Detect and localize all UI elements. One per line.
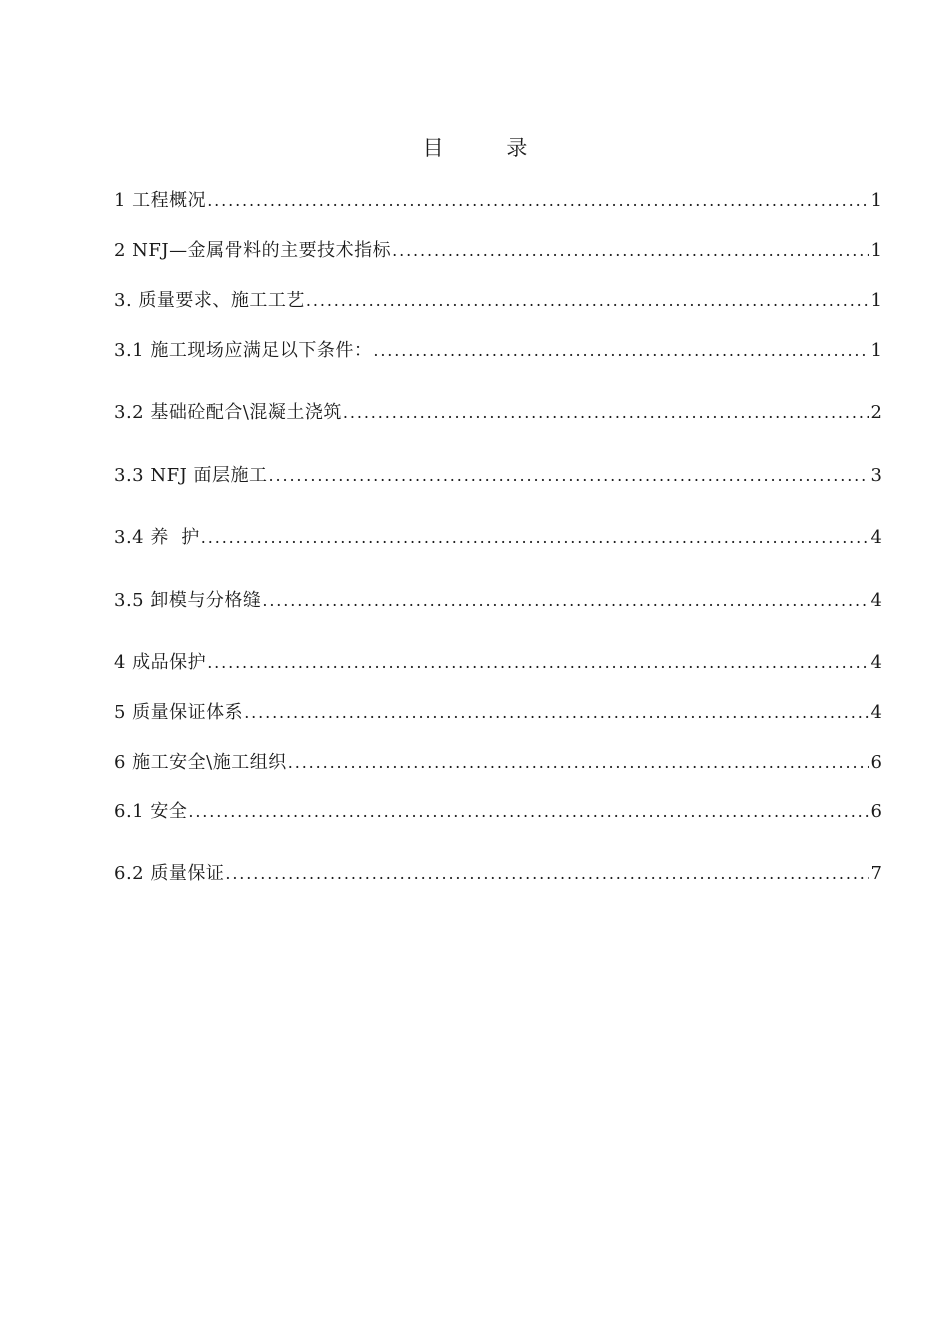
toc-entry-3-5[interactable] xyxy=(114,584,882,614)
toc-entry-page: 1 xyxy=(870,340,882,361)
toc-entry-label: 1 工程概况 xyxy=(114,190,207,211)
toc-dot-leader xyxy=(188,799,868,825)
toc-dot-leader xyxy=(306,288,869,314)
toc-dot-leader xyxy=(288,750,869,776)
toc-entry-3-4[interactable] xyxy=(114,521,882,551)
toc-dot-leader xyxy=(269,463,869,489)
toc-entry-page: 1 xyxy=(870,190,882,211)
toc-dot-leader xyxy=(262,588,868,614)
toc-entry-3-1[interactable] xyxy=(114,334,882,364)
toc-entry-label: 3.4 养 护 xyxy=(114,527,200,548)
toc-dot-leader xyxy=(207,650,868,676)
toc-entry-2[interactable] xyxy=(114,234,882,264)
toc-entry-label: 6.2 质量保证 xyxy=(114,863,225,884)
toc-entry-label: 5 质量保证体系 xyxy=(114,702,244,723)
toc-entry-3[interactable] xyxy=(114,284,882,314)
toc-dot-leader xyxy=(392,238,868,264)
toc-entry-label: 6.1 安全 xyxy=(114,801,188,822)
toc-entry-page: 1 xyxy=(870,240,882,261)
toc-entry-6[interactable] xyxy=(114,746,882,776)
toc-entry-4[interactable] xyxy=(114,646,882,676)
toc-entry-page: 4 xyxy=(870,702,882,723)
toc-dot-leader xyxy=(207,188,868,214)
toc-dot-leader xyxy=(244,700,868,726)
toc-entry-label: 4 成品保护 xyxy=(114,652,207,673)
toc-entry-label: 3.5 卸模与分格缝 xyxy=(114,590,262,611)
toc-entry-label: 3. 质量要求、施工工艺 xyxy=(114,290,305,311)
toc-entry-label: 3.1 施工现场应满足以下条件： xyxy=(114,340,373,361)
toc-title: 目 录 xyxy=(422,136,556,160)
toc-entry-page: 6 xyxy=(870,752,882,773)
toc-entry-6-2[interactable] xyxy=(114,857,882,887)
toc-entry-5[interactable] xyxy=(114,696,882,726)
toc-dot-leader xyxy=(201,525,869,551)
toc-entry-page: 4 xyxy=(870,527,882,548)
toc-entry-page: 4 xyxy=(870,652,882,673)
toc-entry-page: 6 xyxy=(870,801,882,822)
toc-entry-label: 3.2 基础砼配合\混凝土浇筑 xyxy=(114,402,342,423)
toc-entry-page: 3 xyxy=(870,465,882,486)
toc-entry-label: 6 施工安全\施工组织 xyxy=(114,752,287,773)
toc-entry-label: 3.3 NFJ 面层施工 xyxy=(114,465,268,486)
toc-dot-leader xyxy=(343,400,869,426)
toc-entry-page: 4 xyxy=(870,590,882,611)
toc-entry-label: 2 NFJ—金属骨料的主要技术指标 xyxy=(114,240,392,261)
toc-entry-page: 1 xyxy=(870,290,882,311)
toc-entry-1[interactable] xyxy=(114,184,882,214)
toc-entry-3-3[interactable] xyxy=(114,459,882,489)
toc-dot-leader xyxy=(373,338,868,364)
toc-entry-3-2[interactable] xyxy=(114,396,882,426)
toc-entry-page: 7 xyxy=(870,863,882,884)
toc-dot-leader xyxy=(225,861,868,887)
toc-entry-page: 2 xyxy=(870,402,882,423)
toc-entry-6-1[interactable] xyxy=(114,795,882,825)
